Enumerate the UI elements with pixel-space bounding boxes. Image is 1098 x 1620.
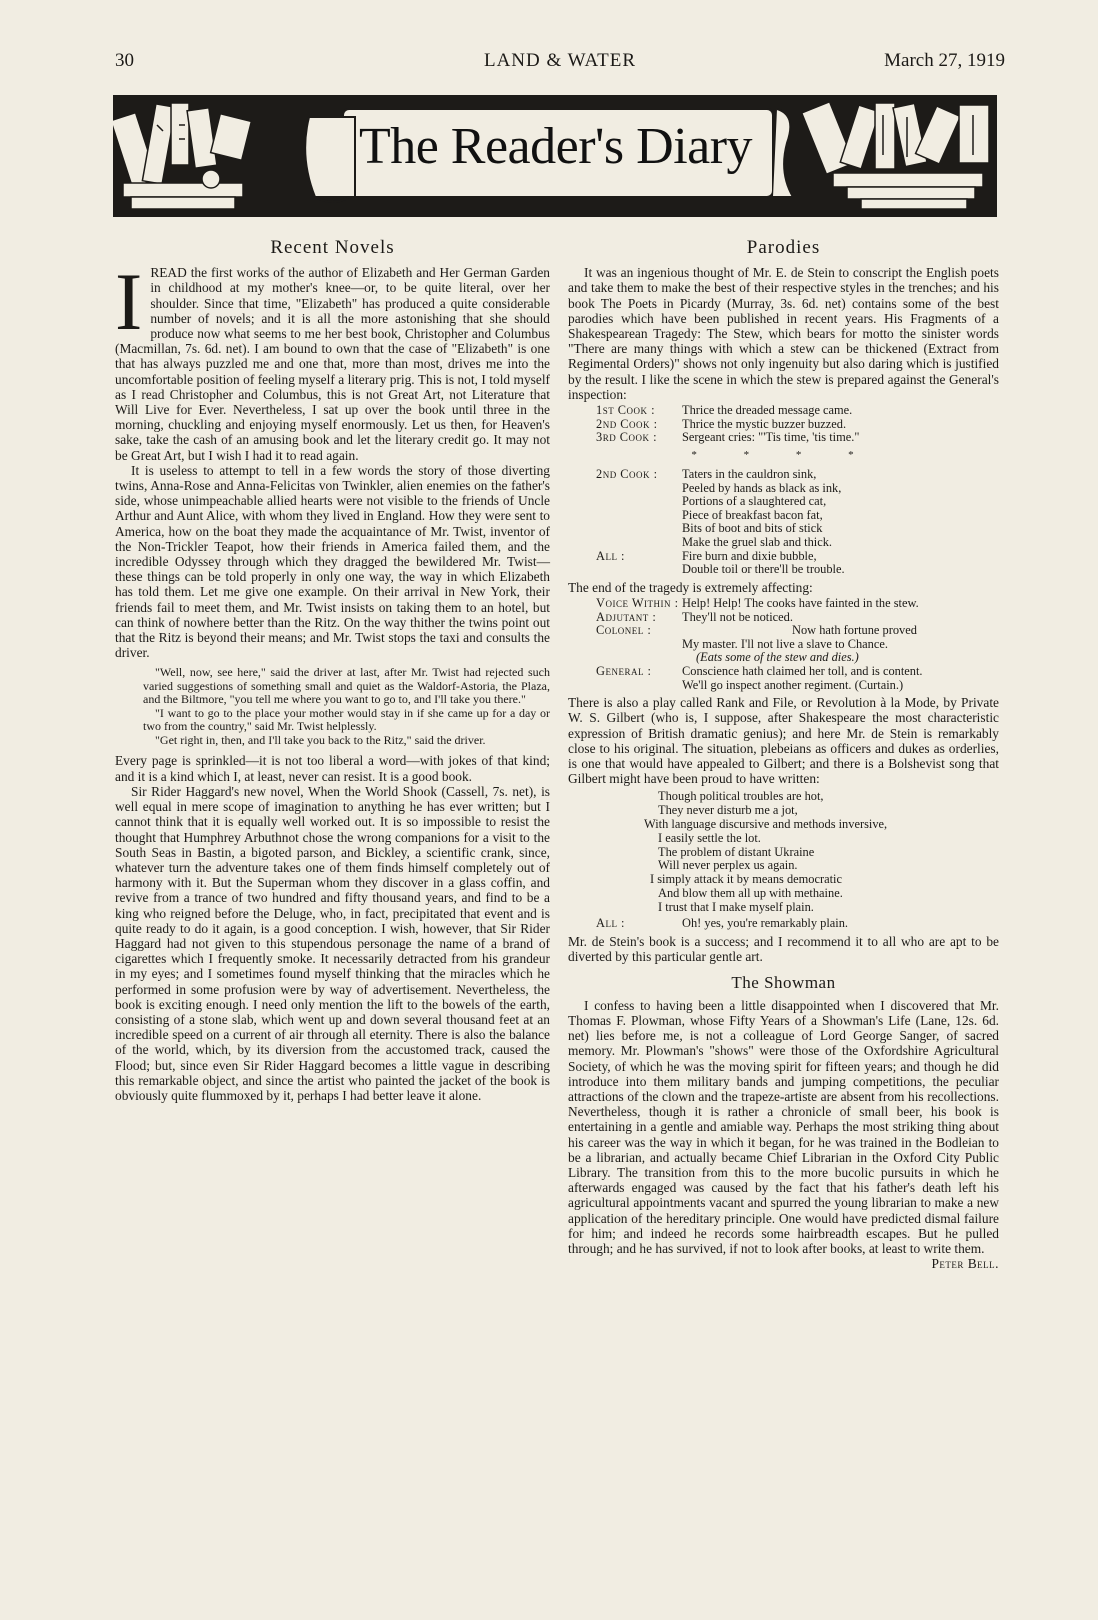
recent-novels-heading: Recent Novels (270, 237, 395, 258)
banner-title: The Reader's Diary (358, 118, 753, 175)
showman-heading: The Showman (731, 972, 836, 992)
section-break-stars: * * * * (691, 448, 876, 461)
quote-paragraph: "Get right in, then, and I'll take you back to the Ritz," said the driver. (155, 732, 486, 747)
book-stack-left-icon (113, 103, 251, 209)
article-paragraph: Every page is sprinkled—it is not too liberal a word—with jokes of that kind; and it is a kind which I, at least, never can resist. It is a good book. (115, 753, 550, 784)
readers-diary-banner (113, 95, 997, 217)
article-paragraph: IREAD the first works of the author of Elizabeth and Her German Garden in childhood at my mother's knee—or, to be quite literal, over her shoulder. Since that time, "Elizabeth" has produced a quite considerable number of novels; and it is all the more astonishing that she should produce now what seems to me her best book, Christopher and Columbus (Macmillan, 7s. 6d. net). I am bound to own that the case of "Elizabeth" is one that has always puzzled me and one that, more than most, drives me into the uncomfortable position of feeling myself a literary prig. This is not, I told myself as I read Christopher and Columbus, this is not Great Art, not Literature that Will Live for Ever. Nevertheless, I sat up over the book until three in the morning, chuckling and enjoying myself enormously. Let us then, for Heaven's sake, take the cash of an amusing book and let the literary credit go. It may not be Great Art, but I wish I had it to read again. (115, 256, 550, 463)
article-paragraph: Mr. de Stein's book is a success; and I recommend it to all who are apt to be diverted by this particular gentle art. (568, 934, 999, 965)
quote-paragraph: "Well, now, see here," said the driver at last, after Mr. Twist had rejected such varied suggestions of something small and quiet as the Waldorf-Astoria, the Plaza, and the Biltmore, "you tell me where you want to go to, and I'll take you there." (143, 665, 550, 707)
article-paragraph: The end of the tragedy is extremely affecting: (568, 579, 813, 595)
script-excerpt-1: 1st Cook : Thrice the dreaded message came. 2nd Cook : Thrice the mystic buzzer buzzed. 3rd Cook : Sergeant cries: "'Tis time, 'tis time." (596, 403, 860, 445)
parodies-heading: Parodies (746, 237, 821, 258)
quote-paragraph: "I want to go to the place your mother would stay in if she came up for a day or two from the country," said Mr. Twist helplessly. (143, 705, 550, 734)
left-column (115, 238, 550, 1103)
script-excerpt-2: 2nd Cook : Taters in the cauldron sink, Peeled by hands as black as ink, Portions of a slaughtered cat, Piece of breakfast bacon fat, Bits of boot and bits of stick Make the gruel slab and thick. All : Fire burn and dixie bubble, Double toil or there'll be trouble. (596, 467, 845, 577)
author-signature: Peter Bell. (931, 1256, 999, 1272)
page-header (115, 50, 1005, 80)
page-number: 30 (115, 50, 134, 71)
article-paragraph: It was an ingenious thought of Mr. E. de Stein to conscript the English poets and take them to make the best of their respective styles in the trenches; and his book The Poets in Picardy (Murray, 3s. 6d. net) contains some of the best parodies which have been published in recent years. His Fragments of a Shakespearean Tragedy: The Stew, which bears for motto the sinister words "There are many things with which a stew can be thickened (Extract from Regimental Orders)" shows not only ingenuity but also daring which is justified by the result. I like the scene in which the stew is prepared against the General's inspection: (568, 265, 999, 402)
article-paragraph: It is useless to attempt to tell in a few words the story of those diverting twins, Anna-Rose and Anna-Felicitas von Twinkler, alien enemies on the father's side, whose unimpeachable allied hearts were not visible to the friends of Uncle Arthur and Aunt Alice, with whom they lived in England. How they were sent to America, how on the boat they made the acquaintance of Mr. Twist, inventor of the Non-Trickler Teapot, how their friends in America failed them, and the incredible Odyssey through which they dragged the bewildered Mr. Twist—these things can be told properly in only one way, the way in which Elizabeth has told them. Let me give one example. On their arrival in New York, their friends fail to meet them, and Mr. Twist insists on taking them to an hotel, but can think of nowhere better than the Ritz. On the way thither the twins point out that the Ritz is beyond their means; and Mr. Twist stops the taxi and consults the driver. (115, 462, 550, 661)
article-paragraph: I confess to having been a little disappointed when I discovered that Mr. Thomas F. Plowman, whose Fifty Years of a Showman's Life (Lane, 12s. 6d. net) lies before me, is not a colleague of Lord George Sanger, of sacred memory. Mr. Plowman's "shows" were those of the Oxfordshire Agricultural Society, of which he was the moving spirit for fifteen years; and though he did introduce into them military bands and jumping competitions, the peculiar attractions of the clown and the trapeze-artiste are absent from his recollections. Nevertheless, though it is rather a chronicle of small beer, his book is entertaining in a gentle and amiable way. Perhaps the most striking thing about his career was the way in which it began, for he was trained in the Bodleian to be a librarian, and actually became Chief Librarian in the Oxford City Public Library. The transition from this to the more bucolic pursuits in which he afterwards engaged was caused by the fact that his father's death left his agricultural appointments vacant and spurred the young librarian to make a new application of the hereditary principle. One would have predicted dismal failure for him; and indeed he records some hairbreadth escapes. But he pulled through; and he has survived, if not to look after books, at least to write them. Peter Bell. (568, 997, 999, 1272)
bolshevist-song: Though political troubles are hot, They never disturb me a jot, With language discursive and methods inversive, I easily settle the lot. The problem of distant Ukraine Will never perplex us again. I simply attack it by means democratic And blow them all up with methaine. I trust that I make myself plain. All : Oh! yes, you're remarkably plain. (596, 789, 888, 930)
drop-cap: I (115, 256, 143, 348)
right-column (568, 238, 999, 1271)
article-paragraph: Sir Rider Haggard's new novel, When the World Shook (Cassell, 7s. net), is well equal in mere scope of imagination to anything he has ever written; but I cannot think that it is equally well worked out. It is so impossible to resist the thought that Humphrey Arbuthnot chose the wrong companions for a visit to the South Seas in Bastin, a bigoted parson, and Bickley, a scientific crank, since, whatever turn the adventure takes one of them finds himself completely out of harmony with it. But the Superman whom they discover in a glass coffin, and revive from a trance of two hundred and fifty thousand years, and find to be a king who reigned before the Deluge, who, in fact, precipitated that event and is quite ready to do it again, is a good conception. I wish, however, that Sir Rider Haggard had not given to this stupendous personage the name of a brand of cigarettes which I frequently smoke. It necessarily detracted from his grandeur in my eyes; and I sometimes found myself thinking that the miracles which he performed in some profusion were by way of advertisement. Nevertheless, the book is exciting enough. I need only mention the lift to the bowels of the earth, consisting of a stone slab, which went up and down several thousand feet at an incredible speed on a current of air through all eternity. There is also the balance of the world, which, by its diversion from the accustomed track, caused the Flood; but, since even Sir Rider Haggard becomes a little vague in describing this remarkable object, and since the artist who painted the jacket of the book is obviously quite flummoxed by it, perhaps I had better leave it alone. (115, 783, 550, 1103)
article-paragraph: There is also a play called Rank and File, or Revolution à la Mode, by Private W. S. Gilbert (who is, I suppose, after Shakespeare the most characteristic expression of British dramatic genius); and here Mr. de Stein is remarkably close to his original. The situation, plebeians as officers and dukes as orderlies, is one that would have appealed to Gilbert; and there is a Bolshevist song that Gilbert might have been proud to have written: (568, 695, 999, 787)
script-excerpt-3: Voice Within : Help! Help! The cooks have fainted in the stew. Adjutant : They'll not be noticed. Colonel : Now hath fortune proved My master. I'll not live a slave to Chance. (Eats some of the stew and dies.) General : Conscience hath claimed her toll, and is content. We'll go inspect another regiment. (Curtain.) (596, 595, 923, 692)
issue-date: March 27, 1919 (884, 50, 1005, 71)
block-quote (143, 666, 550, 747)
publication-title: LAND & WATER (483, 50, 637, 71)
